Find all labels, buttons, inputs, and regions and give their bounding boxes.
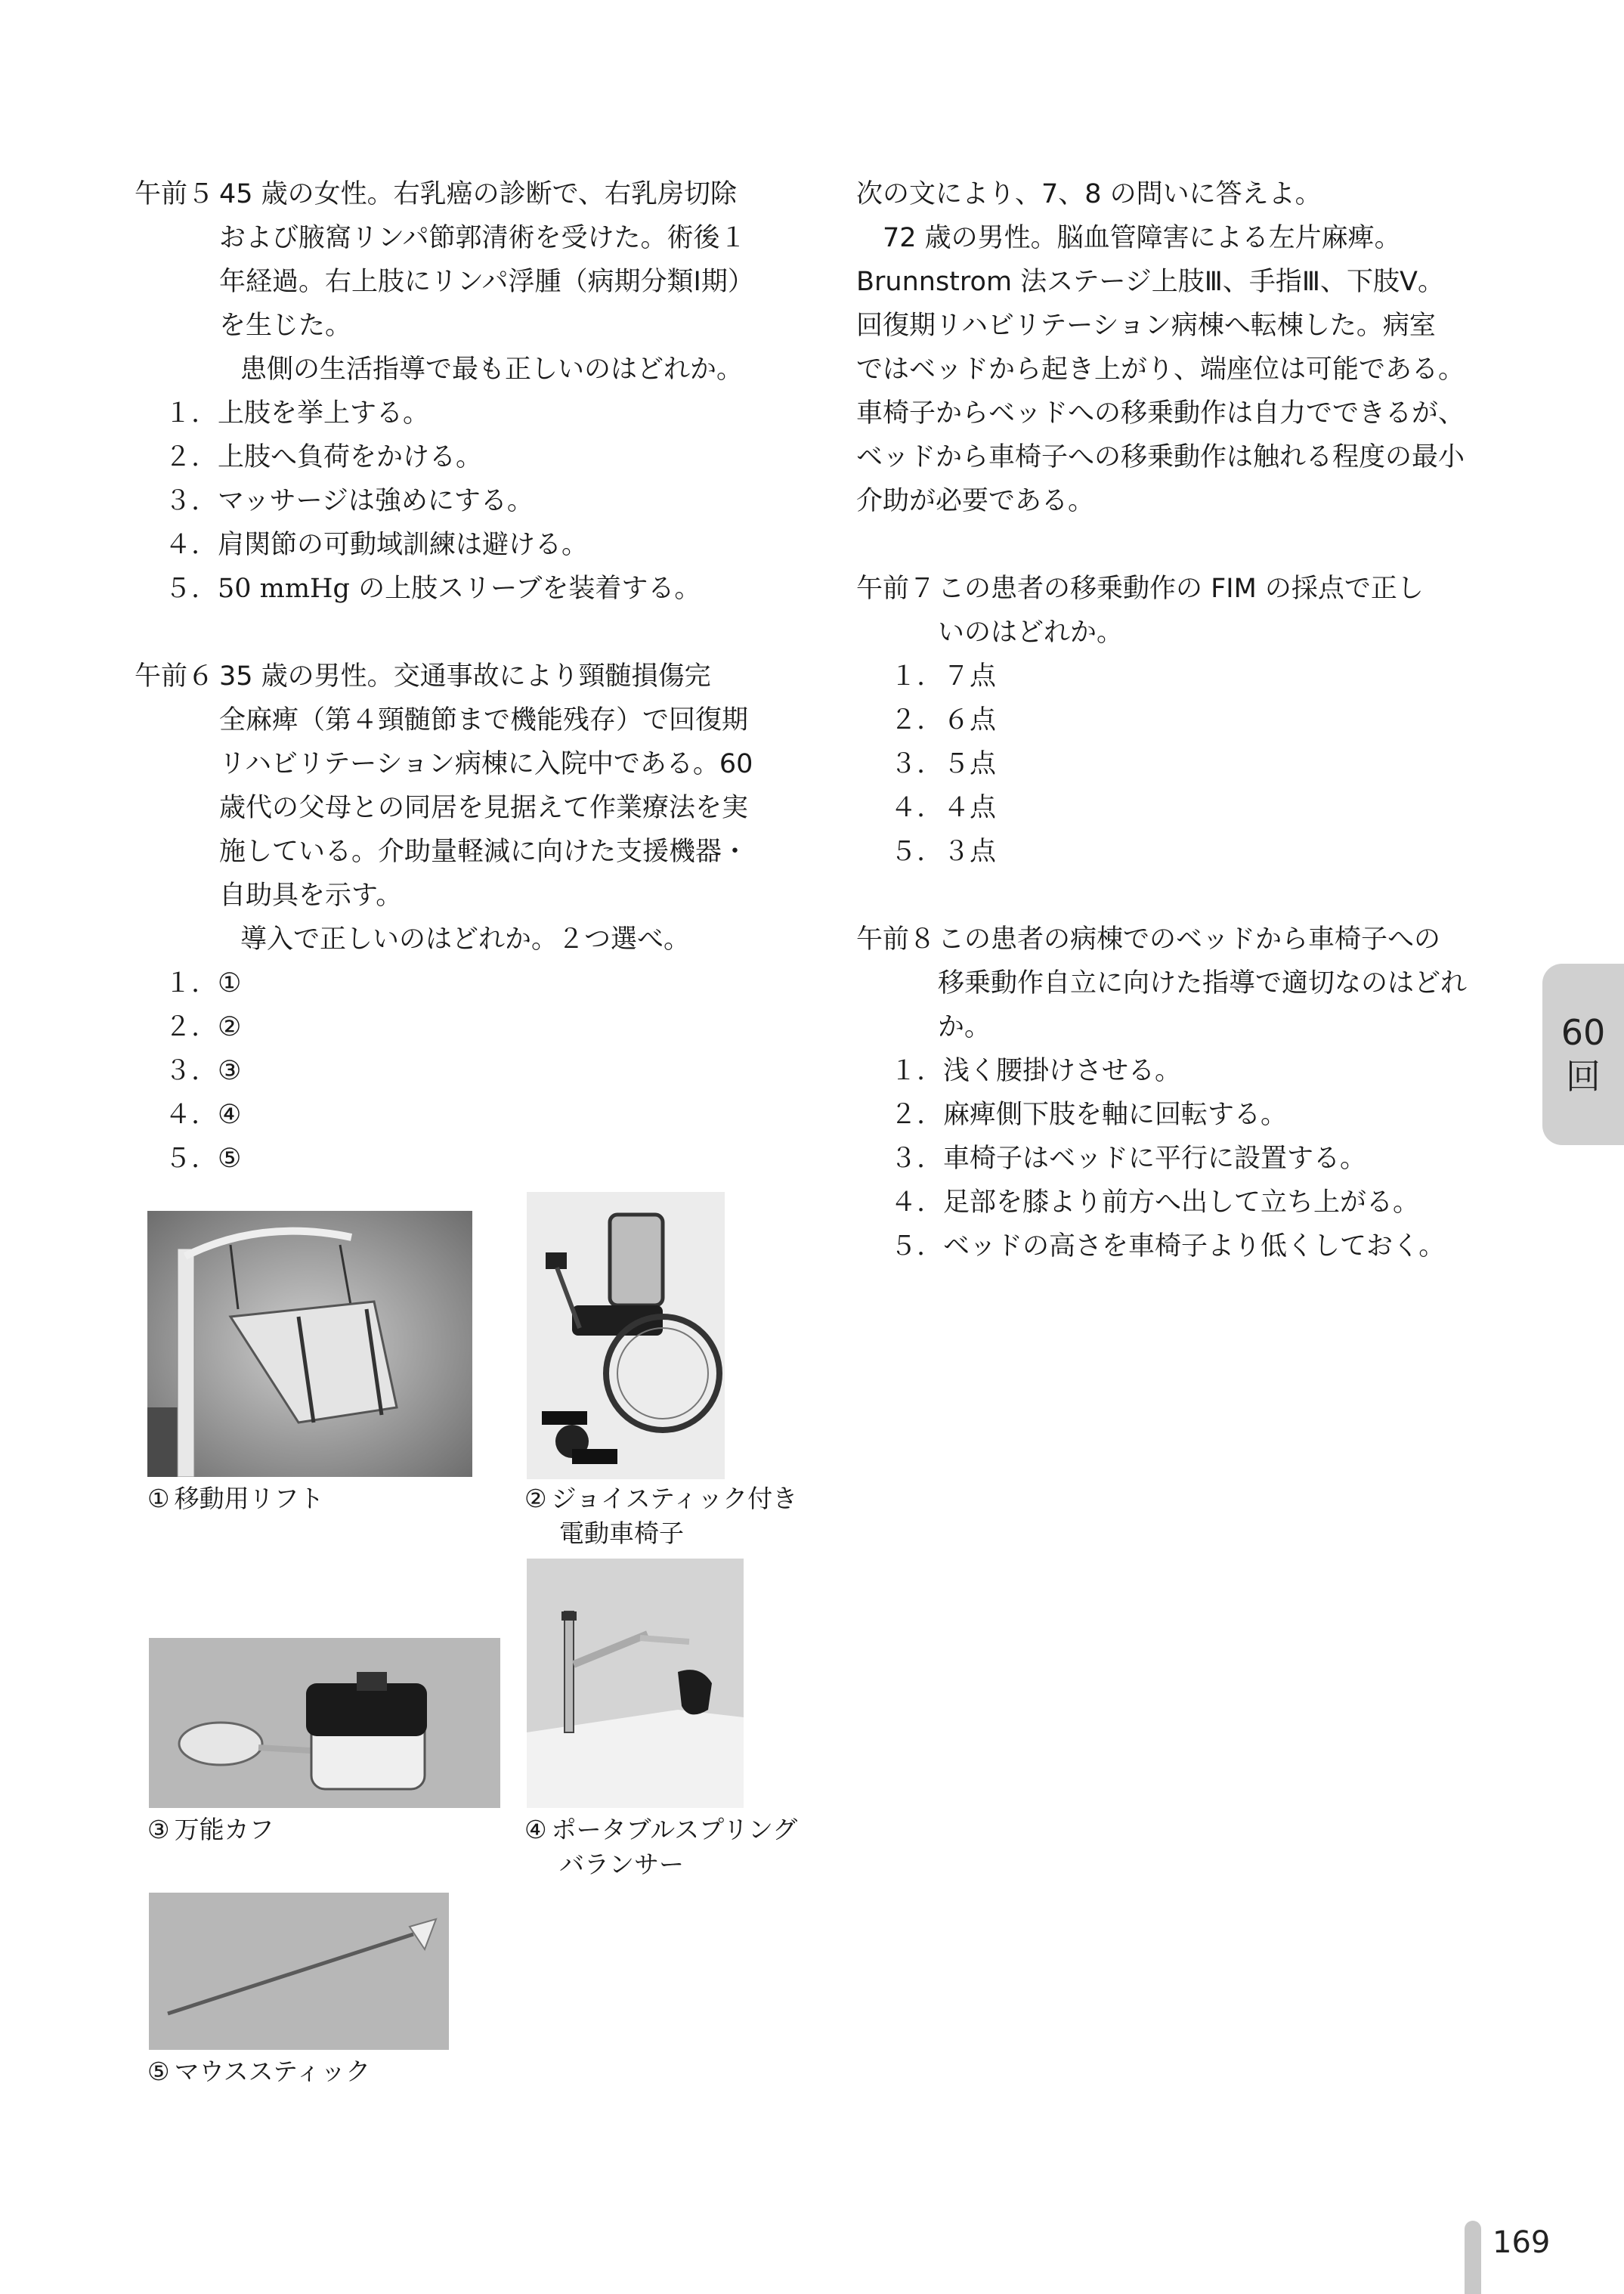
stem-line: 移乗動作自立に向けた指導で適切なのはどれ <box>938 968 1468 998</box>
choice-item <box>856 698 1521 742</box>
question-stem <box>219 655 800 918</box>
choice-number: １. <box>165 398 200 429</box>
choice-number: ５. <box>890 837 926 867</box>
choice-text: 肩関節の可動域訓練は避ける。 <box>218 530 589 560</box>
stem-line: この患者の病棟でのベッドから車椅子への <box>938 924 1441 955</box>
intro-line: ではベッドから起き上がり、端座位は可能である。 <box>856 354 1465 385</box>
intro-line: 72 歳の男性。脳血管障害による左片麻痺。 <box>883 223 1401 253</box>
choice-text: ５点 <box>943 749 997 779</box>
choice-number: ２. <box>165 442 200 472</box>
choice-item <box>135 479 800 523</box>
figure-label-line2: バランサー <box>559 1850 684 1879</box>
figure-label: マウススティック <box>174 2057 371 2086</box>
choice-text: 浅く腰掛けさせる。 <box>943 1056 1182 1086</box>
figure-number: ② <box>524 1484 547 1513</box>
choice-number: ３. <box>890 749 926 779</box>
choice-number: ２. <box>165 1012 200 1042</box>
choice-item <box>856 1224 1521 1268</box>
question-number: 午前７ <box>856 574 936 604</box>
figure-label: 移動用リフト <box>174 1484 324 1513</box>
choice-text: 足部を膝より前方へ出して立ち上がる。 <box>943 1187 1420 1218</box>
choice-number: １. <box>165 968 200 998</box>
stem-line: 全麻痺（第４頸髄節まで機能残存）で回復期 <box>219 705 749 735</box>
stem-line: 施している。介助量軽減に向けた支援機器・ <box>219 837 749 867</box>
choice-text: ① <box>218 968 242 998</box>
choice-item <box>856 655 1521 698</box>
figure-number: ③ <box>147 1815 170 1844</box>
question-number: 午前６ <box>135 661 215 692</box>
choice-text: ③ <box>218 1056 242 1086</box>
stem-line: いのはどれか。 <box>938 618 1124 648</box>
intro-line: 回復期リハビリテーション病棟へ転棟した。病室 <box>856 311 1436 341</box>
stem-line: 45 歳の女性。右乳癌の診断で、右乳房切除 <box>219 179 737 209</box>
figure-number: ① <box>147 1484 170 1513</box>
photo-mouth-stick <box>149 1893 449 2050</box>
figure-label: ポータブルスプリング <box>551 1815 798 1844</box>
figure-label: 万能カフ <box>174 1815 274 1844</box>
choice-number: ４. <box>890 793 926 823</box>
stem-line: 歳代の父母との同居を見据えて作業療法を実 <box>219 793 749 823</box>
choice-text: ４点 <box>943 793 997 823</box>
figure-number: ⑤ <box>147 2057 170 2086</box>
choice-text: 上肢を挙上する。 <box>218 398 430 429</box>
choice-number: ３. <box>890 1144 926 1174</box>
choice-item <box>135 435 800 479</box>
question-5 <box>135 172 800 348</box>
choice-list <box>135 392 800 611</box>
choice-item <box>135 567 800 611</box>
photo-electric-wheelchair <box>527 1192 725 1479</box>
session-number: 60 <box>1561 1012 1606 1053</box>
choice-item <box>856 1093 1521 1137</box>
choice-number: ５. <box>165 574 200 604</box>
session-suffix: 回 <box>1566 1056 1601 1097</box>
intro-line: 介助が必要である。 <box>856 486 1095 516</box>
choice-text: マッサージは強めにする。 <box>218 486 534 516</box>
choice-item <box>856 830 1521 874</box>
choice-item <box>856 1181 1521 1224</box>
choice-number: ４. <box>890 1187 926 1218</box>
choice-item <box>856 1049 1521 1093</box>
choice-number: ５. <box>890 1231 926 1262</box>
stem-line: および腋窩リンパ節郭清術を受けた。術後１ <box>219 223 747 253</box>
figure-caption-1 <box>147 1481 465 1516</box>
choice-item <box>856 742 1521 786</box>
case-intro <box>856 172 1521 523</box>
choice-number: ３. <box>165 1056 200 1086</box>
choice-item <box>135 1093 800 1137</box>
choice-number: ４. <box>165 530 200 560</box>
figure-caption-5 <box>147 2054 465 2089</box>
stem-line: この患者の移乗動作の FIM の採点で正し <box>938 574 1424 604</box>
choice-text: ② <box>218 1012 242 1042</box>
figure-caption-2 <box>524 1481 842 1551</box>
figure-label: ジョイスティック付き <box>551 1484 798 1513</box>
intro-line: Brunnstrom 法ステージ上肢Ⅲ、手指Ⅲ、下肢Ⅴ。 <box>856 267 1444 297</box>
page-number-bar <box>1465 2221 1481 2294</box>
stem-line: 年経過。右上肢にリンパ浮腫（病期分類Ⅰ期） <box>219 267 754 297</box>
choice-text: ⑤ <box>218 1144 242 1174</box>
question-number: 午前８ <box>856 924 936 955</box>
page-number: 169 <box>1493 2225 1551 2260</box>
choice-item <box>856 786 1521 830</box>
choice-number: １. <box>890 1056 926 1086</box>
choice-text: 上肢へ負荷をかける。 <box>218 442 483 472</box>
right-column <box>856 172 1521 1268</box>
question-6 <box>135 655 800 918</box>
choice-text: 車椅子はベッドに平行に設置する。 <box>943 1144 1367 1174</box>
choice-list <box>856 1049 1521 1268</box>
choice-number: ４. <box>165 1100 200 1130</box>
intro-line: 車椅子からベッドへの移乗動作は自力でできるが、 <box>856 398 1465 429</box>
figure-number: ④ <box>524 1815 547 1844</box>
question-number: 午前５ <box>135 179 215 209</box>
question-stem <box>938 918 1521 1049</box>
figure-caption-4 <box>524 1813 857 1882</box>
choice-item <box>856 1137 1521 1181</box>
stem-line: リハビリテーション病棟に入院中である。60 <box>219 749 753 779</box>
stem-line: 35 歳の男性。交通事故により頸髄損傷完 <box>219 661 711 692</box>
stem-line: 自助具を示す。 <box>219 881 403 911</box>
photo-mobile-lift <box>147 1211 472 1477</box>
left-column <box>135 172 800 1181</box>
stem-line: を生じた。 <box>219 311 352 341</box>
stem-line: か。 <box>938 1012 991 1042</box>
choice-number: ２. <box>890 1100 926 1130</box>
choice-text: ７点 <box>943 661 997 692</box>
question-8 <box>856 918 1521 1049</box>
intro-lead: 次の文により、7、8 の問いに答えよ。 <box>856 179 1322 209</box>
choice-number: ５. <box>165 1144 200 1174</box>
choice-number: １. <box>890 661 926 692</box>
choice-text: ３点 <box>943 837 997 867</box>
choice-text: 50 mmHg の上肢スリーブを装着する。 <box>218 574 701 604</box>
choice-text: 麻痺側下肢を軸に回転する。 <box>943 1100 1288 1130</box>
figure-caption-3 <box>147 1813 465 1847</box>
intro-line: ベッドから車椅子への移乗動作は触れる程度の最小 <box>856 442 1465 472</box>
choice-text: ６点 <box>943 705 997 735</box>
choice-list <box>135 961 800 1181</box>
question-7 <box>856 567 1521 655</box>
choice-text: ④ <box>218 1100 242 1130</box>
question-prompt: 患側の生活指導で最も正しいのはどれか。 <box>240 354 744 385</box>
exam-session-tab <box>1542 964 1624 1145</box>
choice-item <box>135 523 800 567</box>
choice-item <box>135 1137 800 1181</box>
choice-number: ３. <box>165 486 200 516</box>
choice-list <box>856 655 1521 874</box>
photo-universal-cuff <box>149 1638 500 1808</box>
question-stem <box>938 567 1521 655</box>
question-prompt: 導入で正しいのはどれか。２つ選べ。 <box>240 924 691 955</box>
choice-text: ベッドの高さを車椅子より低くしておく。 <box>943 1231 1446 1262</box>
choice-item <box>135 392 800 435</box>
choice-item <box>135 1005 800 1049</box>
photo-spring-balancer <box>527 1559 744 1808</box>
choice-item <box>135 1049 800 1093</box>
figure-label-line2: 電動車椅子 <box>559 1518 684 1548</box>
choice-item <box>135 961 800 1005</box>
question-stem <box>219 172 800 348</box>
choice-number: ２. <box>890 705 926 735</box>
